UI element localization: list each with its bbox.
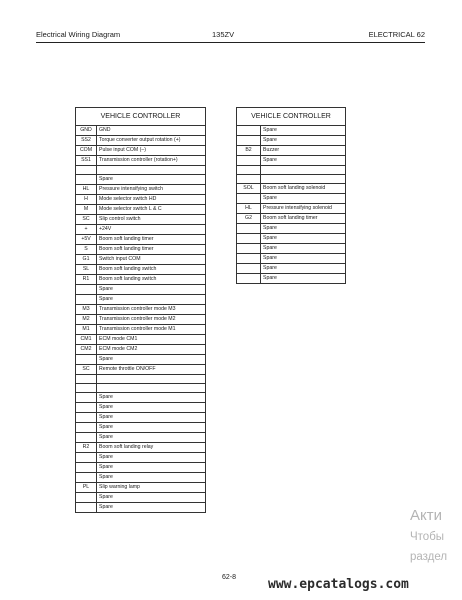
table-row [76, 255, 206, 265]
table-row [76, 146, 206, 156]
table-row [76, 325, 206, 335]
table-row [76, 126, 206, 136]
activation-overlay-line-3: раздел [410, 551, 448, 563]
terminal-code: H [76, 195, 97, 205]
terminal-code: PL [76, 483, 97, 493]
table-row [76, 345, 206, 355]
table-row [237, 244, 346, 254]
table-row [76, 166, 206, 175]
terminal-function: +24V [97, 225, 206, 235]
terminal-function: Spare [97, 473, 206, 483]
table-row [76, 503, 206, 513]
table-row [237, 234, 346, 244]
table-row [76, 493, 206, 503]
terminal-code: SC [76, 215, 97, 225]
terminal-function [97, 375, 206, 384]
terminal-code [76, 166, 97, 175]
header-section: ELECTRICAL 62 [368, 30, 425, 39]
terminal-code [76, 295, 97, 305]
terminal-function: Spare [261, 224, 346, 234]
table-row [76, 315, 206, 325]
table-row [76, 473, 206, 483]
activation-overlay-line-1: Акти [410, 507, 442, 524]
terminal-code: HL [237, 204, 261, 214]
terminal-code: SS1 [76, 156, 97, 166]
terminal-function: ECM mode CM2 [97, 345, 206, 355]
terminal-code: S [76, 245, 97, 255]
terminal-function: GND [97, 126, 206, 136]
terminal-function: Spare [97, 493, 206, 503]
terminal-function: Pressure intensifying solenoid [261, 204, 346, 214]
table-row [237, 204, 346, 214]
terminal-function: Spare [261, 156, 346, 166]
terminal-function: Pulse input COM (–) [97, 146, 206, 156]
terminal-code [237, 194, 261, 204]
table-row [237, 126, 346, 136]
terminal-code: M1 [76, 325, 97, 335]
terminal-code: M2 [76, 315, 97, 325]
table-title: VEHICLE CONTROLLER [76, 108, 206, 126]
terminal-function: Buzzer [261, 146, 346, 156]
terminal-code [76, 413, 97, 423]
terminal-code [76, 423, 97, 433]
page-number: 62-8 [222, 574, 237, 581]
table-row [76, 443, 206, 453]
table-row [237, 166, 346, 175]
table-row [76, 384, 206, 393]
terminal-function: Slip warning lamp [97, 483, 206, 493]
terminal-code: HL [76, 185, 97, 195]
terminal-code: M3 [76, 305, 97, 315]
terminal-function: Spare [261, 194, 346, 204]
terminal-function: Boom soft landing switch [97, 275, 206, 285]
header-rule [36, 42, 425, 43]
table-row [237, 274, 346, 284]
table-row [237, 146, 346, 156]
table-row [76, 423, 206, 433]
terminal-code [237, 136, 261, 146]
table-title: VEHICLE CONTROLLER [237, 108, 346, 126]
table-row [76, 136, 206, 146]
table-row [76, 403, 206, 413]
terminal-code [76, 453, 97, 463]
terminal-code [237, 175, 261, 184]
terminal-function: Remote throttle ON/OFF [97, 365, 206, 375]
terminal-function: Spare [97, 355, 206, 365]
terminal-code [76, 403, 97, 413]
terminal-code [76, 393, 97, 403]
terminal-function: Spare [261, 264, 346, 274]
terminal-code [76, 493, 97, 503]
terminal-function: Spare [97, 393, 206, 403]
vehicle-controller-table-right [236, 107, 346, 284]
terminal-function: Transmission controller mode M3 [97, 305, 206, 315]
terminal-code: CM2 [76, 345, 97, 355]
terminal-function: Spare [261, 136, 346, 146]
header-model: 135ZV [212, 30, 235, 39]
terminal-code: G1 [76, 255, 97, 265]
table-row [237, 184, 346, 194]
table-row [76, 433, 206, 443]
terminal-function [97, 384, 206, 393]
table-row [237, 254, 346, 264]
terminal-function: ECM mode CM1 [97, 335, 206, 345]
terminal-function: Spare [261, 254, 346, 264]
terminal-code [76, 384, 97, 393]
site-watermark: www.epcatalogs.com [268, 577, 409, 592]
terminal-code [237, 254, 261, 264]
table-row [76, 295, 206, 305]
table-row [237, 136, 346, 146]
activation-overlay-line-2: Чтобы [410, 531, 445, 543]
terminal-code: B2 [237, 146, 261, 156]
table-row [237, 264, 346, 274]
terminal-code: M [76, 205, 97, 215]
terminal-function: Transmission controller (rotation+) [97, 156, 206, 166]
terminal-function: Boom soft landing solenoid [261, 184, 346, 194]
table-row [76, 185, 206, 195]
terminal-function: Spare [97, 453, 206, 463]
terminal-function: Pressure intensifying switch [97, 185, 206, 195]
table-row [76, 245, 206, 255]
table-row [76, 413, 206, 423]
table-row [76, 483, 206, 493]
terminal-code [76, 463, 97, 473]
terminal-function [261, 166, 346, 175]
table-row [76, 305, 206, 315]
table-row [76, 205, 206, 215]
terminal-code [237, 244, 261, 254]
terminal-function: Boom soft landing relay [97, 443, 206, 453]
table-row [76, 335, 206, 345]
terminal-code: SC [76, 365, 97, 375]
table-row [76, 365, 206, 375]
terminal-code [237, 264, 261, 274]
terminal-code: G2 [237, 214, 261, 224]
terminal-function: Torque converter output rotation (+) [97, 136, 206, 146]
terminal-code: COM [76, 146, 97, 156]
terminal-code: +5V [76, 235, 97, 245]
table-row [76, 285, 206, 295]
terminal-code [237, 234, 261, 244]
terminal-function: Spare [97, 433, 206, 443]
terminal-function: Spare [97, 503, 206, 513]
terminal-code [237, 126, 261, 136]
table-row [76, 156, 206, 166]
table-row [237, 224, 346, 234]
terminal-function: Boom soft landing timer [97, 235, 206, 245]
terminal-code [76, 375, 97, 384]
header-title: Electrical Wiring Diagram [36, 30, 121, 39]
terminal-function [97, 166, 206, 175]
terminal-function: Spare [97, 175, 206, 185]
terminal-function: Switch input COM [97, 255, 206, 265]
terminal-code [76, 285, 97, 295]
table-row [76, 463, 206, 473]
table-row [76, 265, 206, 275]
terminal-code: + [76, 225, 97, 235]
terminal-function: Spare [97, 295, 206, 305]
table-row [76, 225, 206, 235]
terminal-function: Spare [261, 244, 346, 254]
terminal-code [76, 473, 97, 483]
terminal-function: Mode selector switch HD [97, 195, 206, 205]
terminal-function: Boom soft landing timer [261, 214, 346, 224]
table-row [76, 215, 206, 225]
terminal-code: SS2 [76, 136, 97, 146]
terminal-code [237, 156, 261, 166]
table-row [76, 393, 206, 403]
table-row [237, 214, 346, 224]
terminal-code: CM1 [76, 335, 97, 345]
table-row [76, 275, 206, 285]
terminal-function: Spare [261, 234, 346, 244]
terminal-code: R2 [76, 443, 97, 453]
table-row [76, 375, 206, 384]
terminal-function: Spare [97, 403, 206, 413]
terminal-code: GND [76, 126, 97, 136]
terminal-function [261, 175, 346, 184]
vehicle-controller-table-left [75, 107, 206, 513]
table-row [237, 175, 346, 184]
terminal-function: Spare [97, 413, 206, 423]
terminal-code [76, 503, 97, 513]
terminal-function: Spare [97, 463, 206, 473]
terminal-function: Transmission controller mode M1 [97, 325, 206, 335]
terminal-code [76, 175, 97, 185]
terminal-code: R1 [76, 275, 97, 285]
table-row [76, 195, 206, 205]
table-row [76, 453, 206, 463]
terminal-code [237, 224, 261, 234]
terminal-code: SL [76, 265, 97, 275]
terminal-function: Mode selector switch L & C [97, 205, 206, 215]
terminal-code [237, 166, 261, 175]
terminal-function: Spare [97, 285, 206, 295]
terminal-function: Slip control switch [97, 215, 206, 225]
table-row [76, 175, 206, 185]
terminal-code [76, 355, 97, 365]
table-row [76, 355, 206, 365]
terminal-function: Spare [261, 274, 346, 284]
terminal-code [237, 274, 261, 284]
table-row [237, 194, 346, 204]
terminal-function: Boom soft landing timer [97, 245, 206, 255]
terminal-function: Boom soft landing switch [97, 265, 206, 275]
terminal-code: SOL [237, 184, 261, 194]
table-row [237, 156, 346, 166]
terminal-code [76, 433, 97, 443]
table-row [76, 235, 206, 245]
terminal-function: Spare [97, 423, 206, 433]
terminal-function: Transmission controller mode M2 [97, 315, 206, 325]
terminal-function: Spare [261, 126, 346, 136]
